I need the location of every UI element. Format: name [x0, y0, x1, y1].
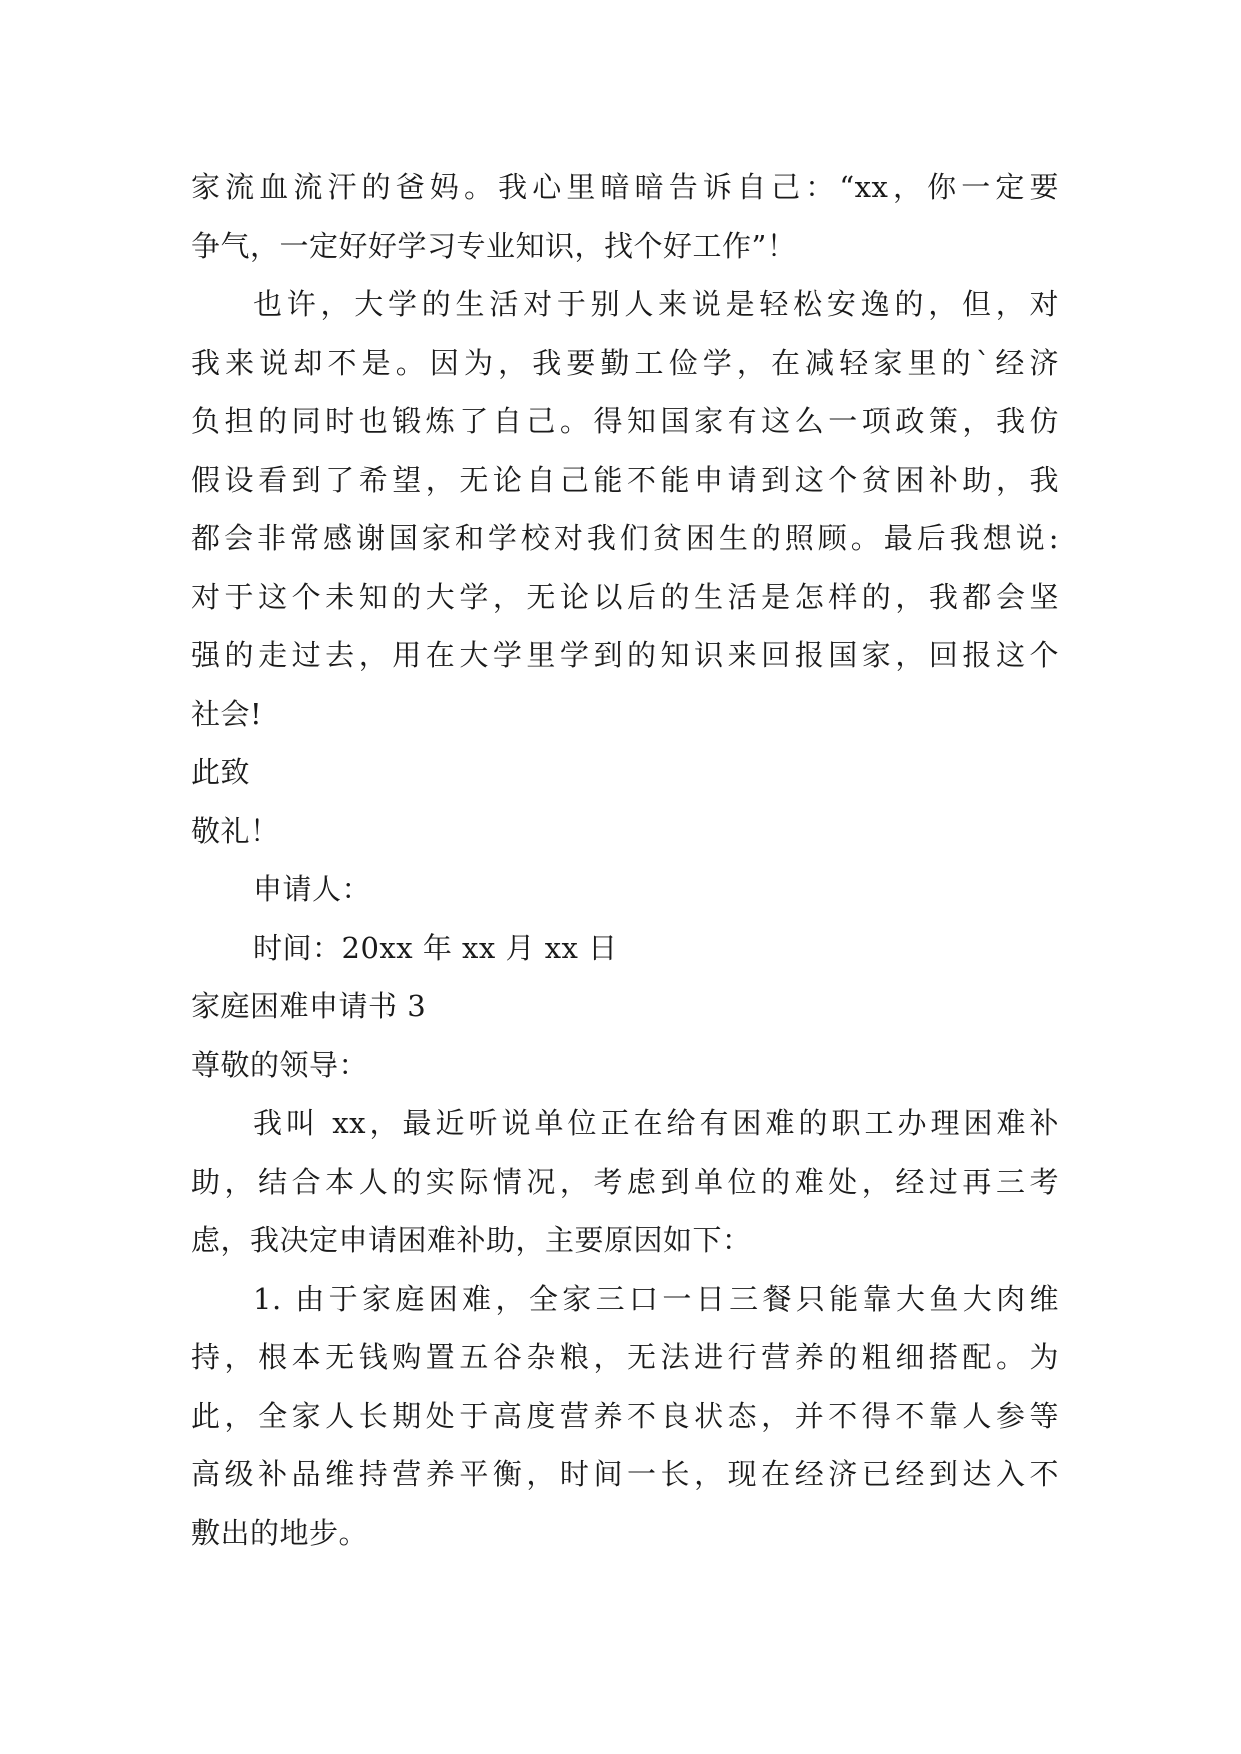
- text-line: 都会非常感谢国家和学校对我们贫困生的照顾。最后我想说:: [191, 521, 1059, 555]
- text-line: 申请人：: [253, 872, 372, 906]
- text-line: 社会!: [191, 696, 263, 731]
- text-line: 强的走过去，用在大学里学到的知识来回报国家，回报这个: [191, 638, 1059, 672]
- text-line: 此，全家人长期处于高度营养不良状态，并不得不靠人参等: [191, 1398, 1059, 1433]
- text-line: 时间：20xx 年 xx 月 xx 日: [253, 930, 618, 965]
- text-line: 家庭困难申请书 3: [191, 989, 427, 1023]
- text-line: 高级补品维持营养平衡，时间一长，现在经济已经到达入不: [191, 1457, 1059, 1491]
- text-line: 也许，大学的生活对于别人来说是轻松安逸的，但，对: [253, 287, 1059, 321]
- text-line: 对于这个未知的大学，无论以后的生活是怎样的，我都会坚: [191, 579, 1059, 614]
- text-line: 负担的同时也锻炼了自己。得知国家有这么一项政策，我仿: [191, 404, 1059, 438]
- text-line: 敷出的地步。: [191, 1515, 369, 1550]
- text-line: 1. 由于家庭困难，全家三口一日三餐只能靠大鱼大肉维: [253, 1281, 1059, 1316]
- text-line: 假设看到了希望，无论自己能不能申请到这个贫困补助，我: [191, 462, 1059, 497]
- text-line: 家流血流汗的爸妈。我心里暗暗告诉自己：“xx，你一定要: [191, 170, 1059, 204]
- text-line: 助，结合本人的实际情况，考虑到单位的难处，经过再三考: [191, 1164, 1059, 1199]
- text-line: 争气，一定好好学习专业知识，找个好工作”！: [191, 228, 797, 263]
- text-line: 我来说却不是。因为，我要勤工俭学，在减轻家里的`经济: [191, 345, 1059, 380]
- document-body: [191, 158, 1059, 1562]
- text-line: 敬礼！: [191, 813, 280, 848]
- text-line: 我叫 xx，最近听说单位正在给有困难的职工办理困难补: [253, 1106, 1059, 1140]
- text-line: 尊敬的领导：: [191, 1047, 369, 1082]
- text-line: 持，根本无钱购置五谷杂粮，无法进行营养的粗细搭配。为: [191, 1340, 1059, 1374]
- text-line: 此致: [191, 755, 251, 789]
- text-line: 虑，我决定申请困难补助，主要原因如下：: [191, 1223, 752, 1257]
